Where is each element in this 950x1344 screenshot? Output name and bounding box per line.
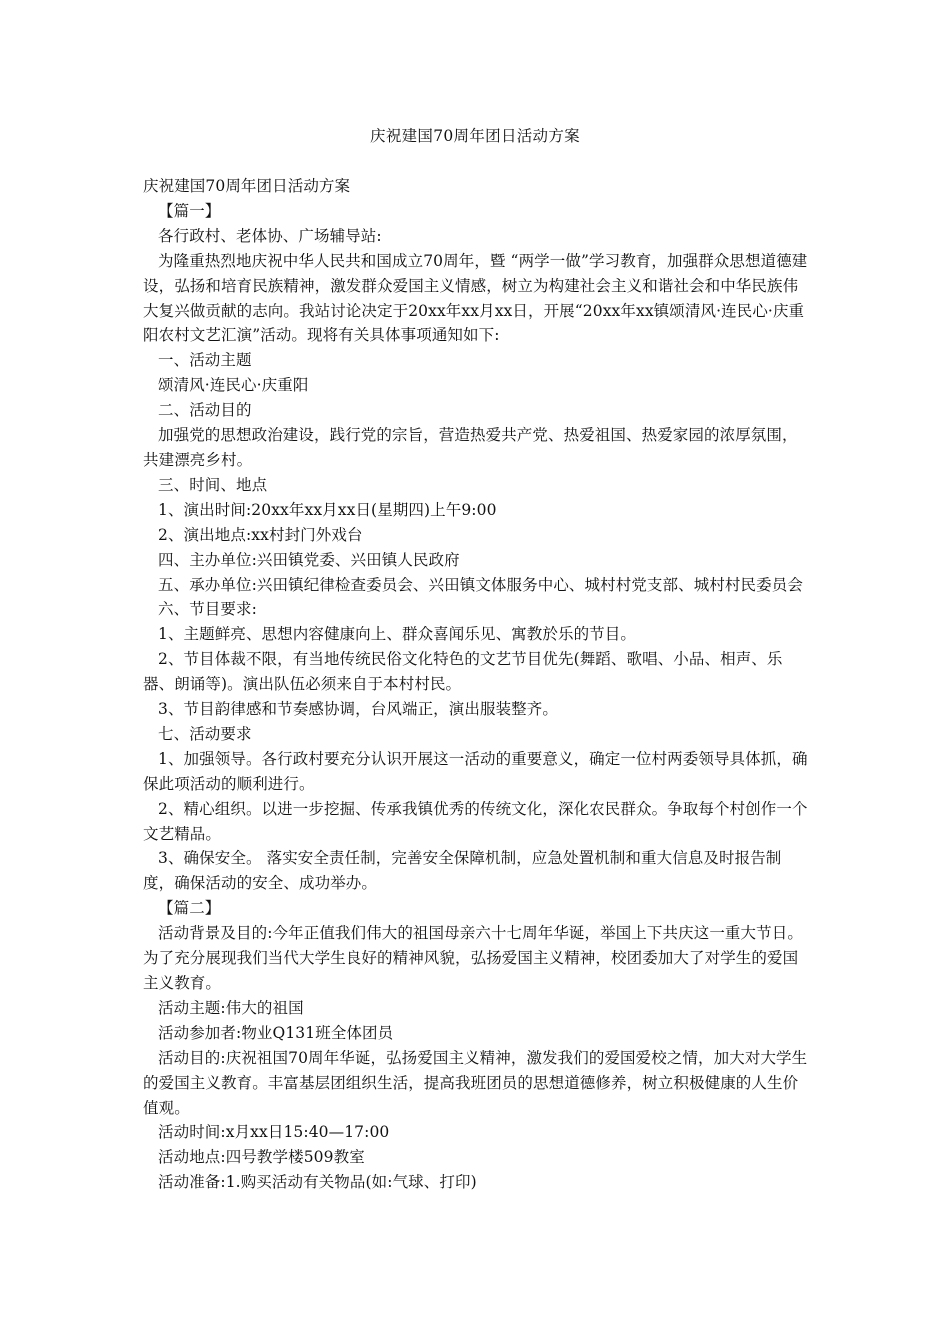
paragraph: 2、节目体裁不限，有当地传统民俗文化特色的文艺节目优先(舞蹈、歌唱、小品、相声、乐器、朗诵等)。演出队伍必须来自于本村村民。 — [143, 650, 783, 694]
paragraph: 颂清风·连民心·庆重阳 — [158, 376, 309, 395]
paragraph: 活动准备:1.购买活动有关物品(如:气球、打印) — [158, 1173, 477, 1192]
paragraph: 1、主题鲜亮、思想内容健康向上、群众喜闻乐见、寓教於乐的节目。 — [158, 625, 636, 644]
paragraph: 活动参加者:物业Q131班全体团员 — [158, 1023, 394, 1042]
paragraph: 1、加强领导。各行政村要充分认识开展这一活动的重要意义，确定一位村两委领导具体抓，确保此项活动的顺利进行。 — [143, 749, 808, 793]
paragraph: 3、节目韵律感和节奏感协调，台风端正，演出服装整齐。 — [158, 700, 558, 719]
document-body — [143, 174, 809, 1195]
paragraph: 3、确保安全。 落实安全责任制，完善安全保障机制，应急处置机制和重大信息及时报告制度，确保活动的安全、成功举办。 — [143, 849, 782, 893]
paragraph: 二、活动目的 — [158, 401, 252, 420]
paragraph: 一、活动主题 — [158, 351, 252, 370]
paragraph: 三、时间、地点 — [158, 475, 268, 494]
paragraph: 六、节目要求: — [158, 600, 257, 619]
paragraph: 四、主办单位:兴田镇党委、兴田镇人民政府 — [158, 550, 460, 569]
paragraph: 2、精心组织。以进一步挖掘、传承我镇优秀的传统文化，深化农民群众。争取每个村创作一个文艺精品。 — [143, 799, 808, 843]
paragraph: 活动目的:庆祝祖国70周年华诞，弘扬爱国主义精神，激发我们的爱国爱校之情，加大对大学生的爱国主义教育。丰富基层团组织生活，提高我班团员的思想道德修养，树立积极健康的人生价值观。 — [143, 1048, 808, 1117]
paragraph: 活动地点:四号教学楼509教室 — [158, 1148, 365, 1167]
paragraph: 各行政村、老体协、广场辅导站: — [158, 226, 382, 245]
paragraph: 活动时间:x月xx日15:40—17:00 — [158, 1123, 390, 1142]
paragraph: 1、演出时间:20xx年xx月xx日(星期四)上午9:00 — [158, 500, 497, 519]
document-title: 庆祝建国70周年团日活动方案 — [370, 127, 580, 145]
paragraph: 【篇二】 — [158, 899, 221, 918]
paragraph: 七、活动要求 — [158, 724, 252, 743]
paragraph: 加强党的思想政治建设，践行党的宗旨，营造热爱共产党、热爱祖国、热爱家园的浓厚氛围，共建漂亮乡村。 — [143, 426, 798, 469]
paragraph: 为隆重热烈地庆祝中华人民共和国成立70周年，暨 “两学一做”学习教育，加强群众思想道德建设，弘扬和培育民族精神，激发群众爱国主义情感，树立为构建社会主义和谐社会和中华民族伟大复兴做贡献的志向。我站讨论决定于20xx年xx月xx日，开展“20xx年xx镇颂清风·连民心·庆重阳农村文艺汇演”活动。现将有关具体事项通知如下: — [143, 251, 808, 345]
paragraph: 活动主题:伟大的祖国 — [158, 998, 304, 1017]
paragraph: 2、演出地点:xx村封门外戏台 — [158, 525, 363, 544]
paragraph: 活动背景及目的:今年正值我们伟大的祖国母亲六十七周年华诞，举国上下共庆这一重大节日。为了充分展现我们当代大学生良好的精神风貌，弘扬爱国主义精神，校团委加大了对学生的爱国主义教育。 — [143, 924, 803, 992]
paragraph: 【篇一】 — [158, 201, 221, 220]
paragraph: 五、承办单位:兴田镇纪律检查委员会、兴田镇文体服务中心、城村村党支部、城村村民委员会 — [158, 575, 803, 594]
paragraph: 庆祝建国70周年团日活动方案 — [143, 177, 351, 195]
